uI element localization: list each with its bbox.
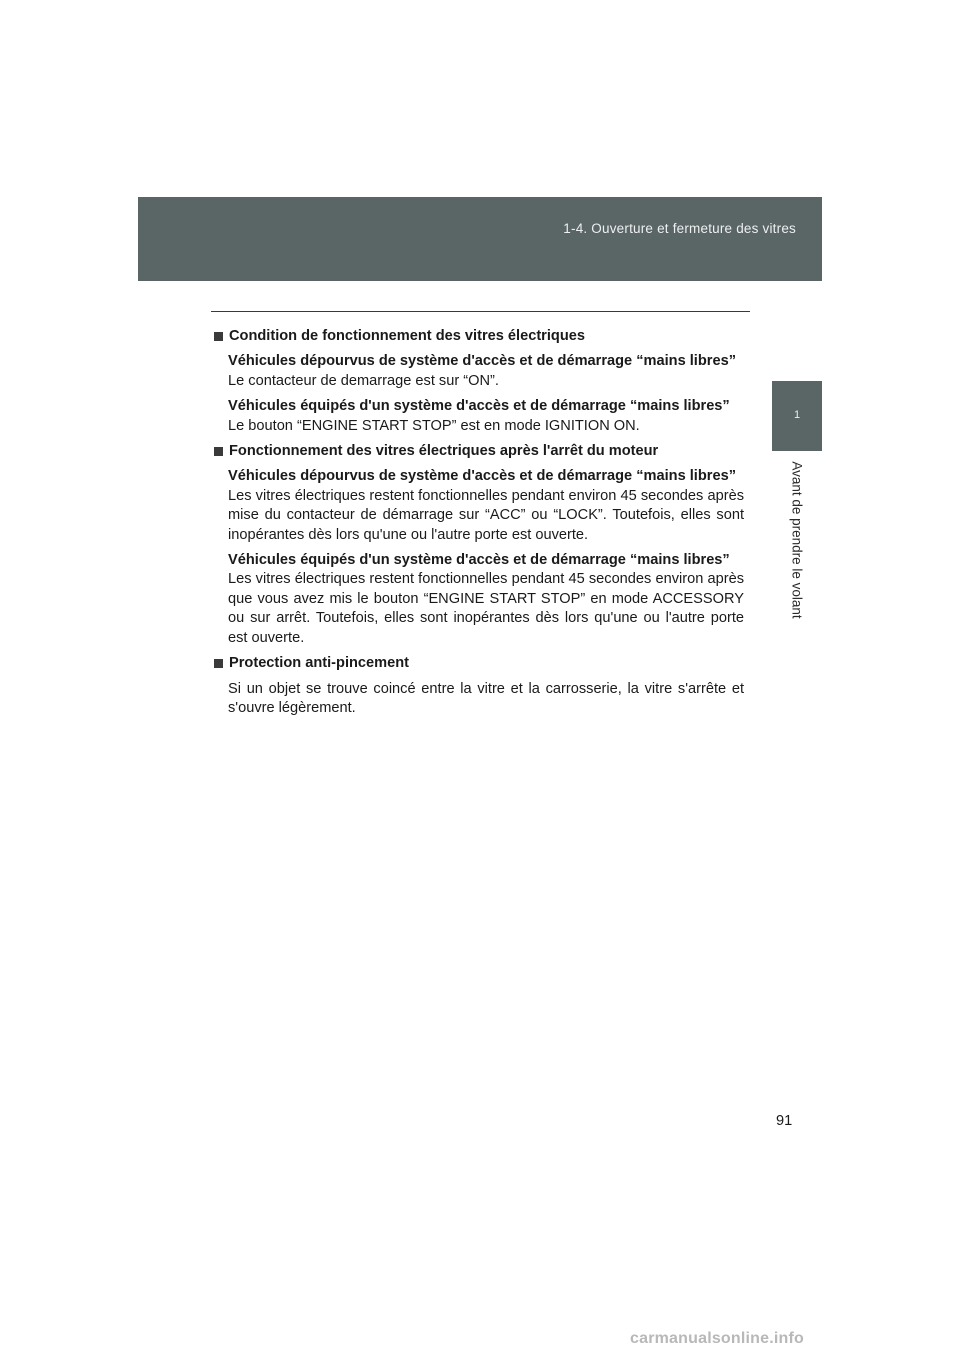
block-text: Les vitres électriques restent fonctionnelles pendant environ 45 secondes après mise du contacteur de démarrage sur “ACC” ou “LOCK”. Toutefois, elles sont inopérantes dès lors qu'une ou l'autre porte est ouverte. <box>228 487 744 543</box>
section-heading-text: Fonctionnement des vitres électriques après l'arrêt du moteur <box>229 443 659 460</box>
block-subheading: Véhicules dépourvus de système d'accès et de démarrage “mains libres” <box>228 353 736 370</box>
section-heading <box>214 327 744 346</box>
block-text: Si un objet se trouve coincé entre la vitre et la carrosserie, la vitre s'arrête et s'ouvre légèrement. <box>228 680 744 716</box>
square-bullet-icon <box>214 659 223 668</box>
content-block <box>228 467 744 545</box>
square-bullet-icon <box>214 447 223 456</box>
content-block <box>228 397 744 436</box>
square-bullet-icon <box>214 332 223 341</box>
content-block <box>228 352 744 391</box>
chapter-tab <box>772 381 822 451</box>
section-anti-pinch <box>214 654 744 718</box>
block-subheading: Véhicules équipés d'un système d'accès et de démarrage “mains libres” <box>228 398 730 415</box>
section-heading <box>214 654 744 673</box>
block-subheading: Véhicules dépourvus de système d'accès et de démarrage “mains libres” <box>228 468 736 485</box>
section-after-engine-off <box>214 442 744 648</box>
content-block <box>228 680 744 719</box>
section-heading-text: Protection anti-pincement <box>229 655 410 672</box>
page-content <box>214 327 744 724</box>
block-text: Le bouton “ENGINE START STOP” est en mode IGNITION ON. <box>228 417 640 434</box>
block-text: Le contacteur de demarrage est sur “ON”. <box>228 372 499 389</box>
section-title: 1-4. Ouverture et fermeture des vitres <box>563 221 796 236</box>
section-heading-text: Condition de fonctionnement des vitres électriques <box>229 328 585 344</box>
block-subheading: Véhicules équipés d'un système d'accès et de démarrage “mains libres” <box>228 552 730 569</box>
page-number: 91 <box>776 1113 793 1129</box>
chapter-label: Avant de prendre le volant <box>789 461 805 619</box>
section-heading <box>214 442 744 461</box>
chapter-number: 1 <box>793 409 801 421</box>
block-text: Les vitres électriques restent fonctionnelles pendant 45 secondes environ après que vous avez mis le bouton “ENGINE START STOP” en mode ACCESSORY ou sur arrêt. Toutefois, elles sont inopérantes dès lors qu'une ou l'autre porte est ouverte. <box>228 571 744 646</box>
section-operating-condition <box>214 327 744 436</box>
header-band <box>138 197 822 281</box>
watermark: carmanualsonline.info <box>630 1330 805 1347</box>
content-block <box>228 551 744 648</box>
top-divider <box>211 311 750 312</box>
